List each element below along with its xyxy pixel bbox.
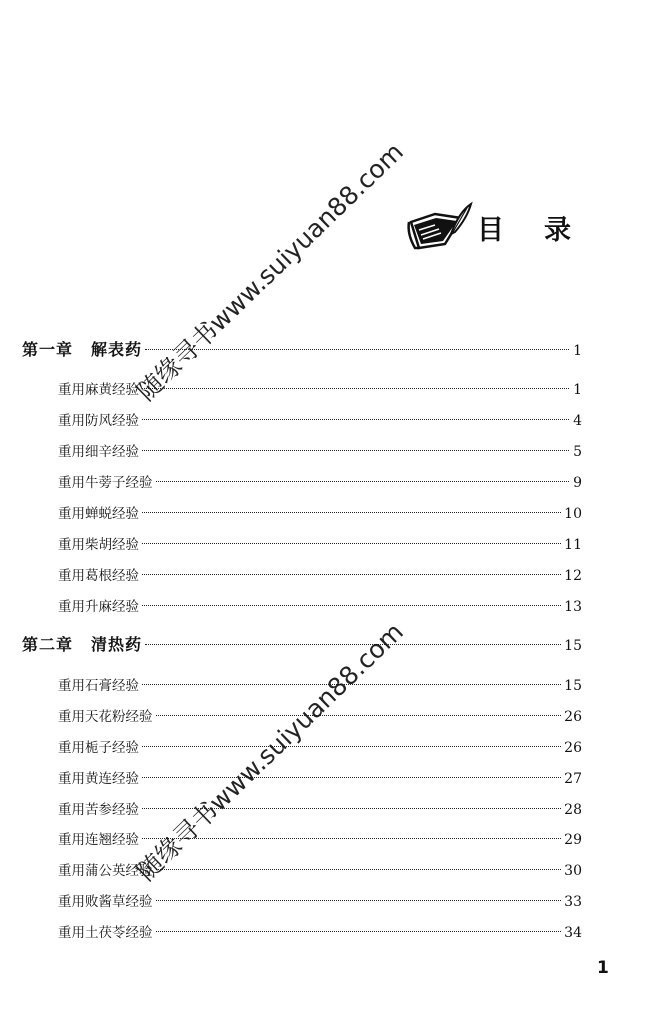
leader-dots — [156, 900, 562, 901]
item-label: 重用石膏经验 — [58, 678, 139, 694]
item-page: 15 — [564, 678, 582, 694]
leader-dots — [156, 481, 570, 482]
item-page: 34 — [564, 925, 582, 941]
toc-item[interactable] — [58, 768, 582, 790]
toc-item[interactable] — [58, 565, 582, 587]
item-page: 10 — [564, 506, 582, 522]
item-page: 13 — [564, 599, 582, 615]
item-page: 33 — [564, 894, 582, 910]
chapter-number: 第二章 — [22, 635, 74, 654]
leader-dots — [142, 838, 561, 839]
page-title — [477, 208, 571, 247]
item-page: 9 — [573, 475, 582, 491]
toc-item[interactable] — [58, 706, 582, 728]
item-label: 重用苦参经验 — [58, 802, 139, 818]
toc-item[interactable] — [58, 472, 582, 494]
chapter-label — [22, 339, 142, 361]
toc-item[interactable] — [58, 829, 582, 851]
watermark-lower: 随缘寻书www.suiyuan88.com — [131, 617, 409, 887]
title-char-2: 录 — [544, 215, 571, 246]
item-label: 重用升麻经验 — [58, 599, 139, 615]
toc-item[interactable] — [58, 441, 582, 463]
toc-item[interactable] — [58, 737, 582, 759]
leader-dots — [142, 419, 569, 420]
leader-dots — [156, 869, 562, 870]
toc-item[interactable] — [58, 534, 582, 556]
leader-dots — [142, 512, 561, 513]
toc-item[interactable] — [58, 675, 582, 697]
item-page: 29 — [564, 832, 582, 848]
leader-dots — [145, 644, 561, 645]
toc-item[interactable] — [58, 379, 582, 401]
toc-item[interactable] — [58, 410, 582, 432]
chapter-label — [22, 634, 142, 656]
leader-dots — [142, 746, 561, 747]
leader-dots — [142, 808, 561, 809]
item-page: 26 — [564, 709, 582, 725]
item-label: 重用牛蒡子经验 — [58, 475, 153, 491]
toc-item[interactable] — [58, 503, 582, 525]
toc-title — [405, 200, 595, 256]
leader-dots — [142, 574, 561, 575]
item-page: 11 — [564, 537, 582, 553]
item-page: 30 — [564, 863, 582, 879]
item-label: 重用蒲公英经验 — [58, 863, 153, 879]
item-page: 28 — [564, 802, 582, 818]
page-number: 1 — [597, 958, 609, 978]
toc-chapter-1[interactable] — [22, 339, 582, 361]
chapter-name: 清热药 — [91, 635, 143, 654]
chapter-number: 第一章 — [22, 340, 74, 359]
item-label: 重用败酱草经验 — [58, 894, 153, 910]
item-label: 重用细辛经验 — [58, 444, 139, 460]
item-label: 重用柴胡经验 — [58, 537, 139, 553]
toc-item[interactable] — [58, 596, 582, 618]
item-label: 重用麻黄经验 — [58, 382, 139, 398]
item-page: 26 — [564, 740, 582, 756]
toc-item[interactable] — [58, 860, 582, 882]
toc-item[interactable] — [58, 799, 582, 821]
item-label: 重用土茯苓经验 — [58, 925, 153, 941]
item-page: 12 — [564, 568, 582, 584]
chapter-page: 15 — [564, 638, 582, 654]
item-label: 重用黄连经验 — [58, 771, 139, 787]
chapter-page: 1 — [573, 343, 582, 359]
toc-chapter-2[interactable] — [22, 634, 582, 656]
item-label: 重用天花粉经验 — [58, 709, 153, 725]
leader-dots — [142, 388, 569, 389]
item-page: 1 — [573, 382, 582, 398]
item-page: 4 — [573, 413, 582, 429]
chapter-name: 解表药 — [91, 340, 143, 359]
title-char-1: 目 — [477, 215, 504, 246]
item-label: 重用葛根经验 — [58, 568, 139, 584]
toc-item[interactable] — [58, 891, 582, 913]
item-page: 27 — [564, 771, 582, 787]
book-quill-icon — [405, 200, 475, 256]
item-page: 5 — [573, 444, 582, 460]
leader-dots — [142, 605, 561, 606]
leader-dots — [142, 543, 561, 544]
leader-dots — [156, 931, 562, 932]
leader-dots — [156, 715, 562, 716]
leader-dots — [142, 777, 561, 778]
item-label: 重用连翘经验 — [58, 832, 139, 848]
leader-dots — [142, 684, 561, 685]
toc-item[interactable] — [58, 922, 582, 944]
leader-dots — [142, 450, 569, 451]
watermark-upper: 随缘寻书www.suiyuan88.com — [131, 137, 409, 407]
item-label: 重用防风经验 — [58, 413, 139, 429]
leader-dots — [145, 349, 569, 350]
item-label: 重用蝉蜕经验 — [58, 506, 139, 522]
item-label: 重用栀子经验 — [58, 740, 139, 756]
